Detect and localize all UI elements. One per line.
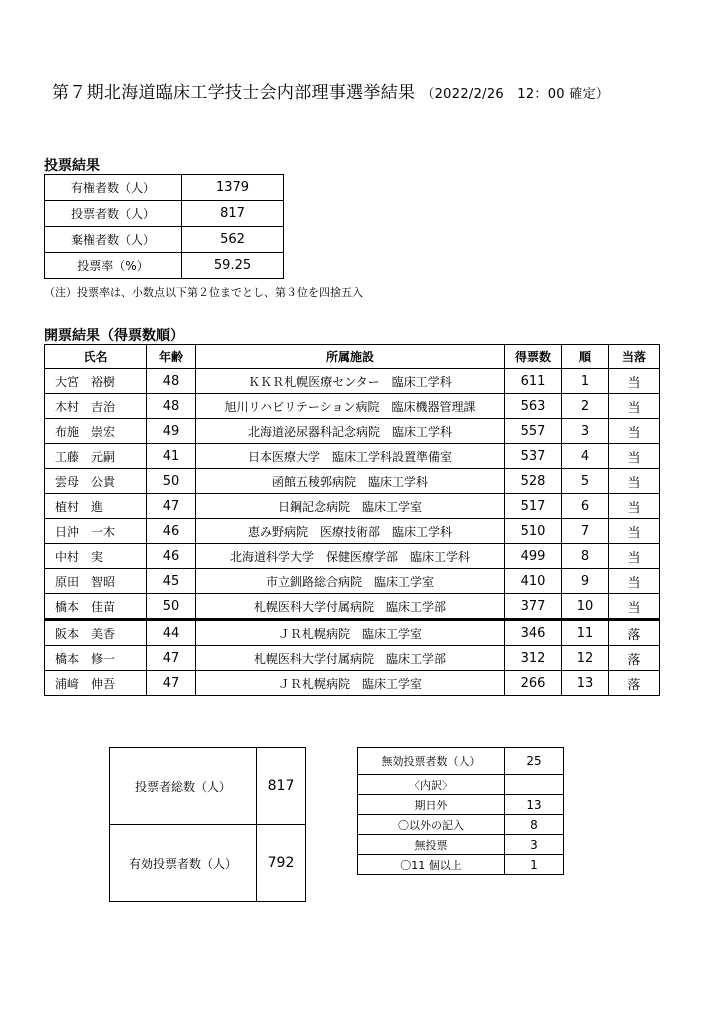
table-row [45,671,660,696]
candidate-result: 落 [609,646,660,671]
candidate-age: 45 [147,569,196,594]
summary-value: 562 [182,227,284,253]
candidate-votes: 517 [505,494,562,519]
header-facility: 所属施設 [196,345,505,369]
invalid-value: 13 [505,795,564,815]
candidate-rank: 5 [562,469,609,494]
candidate-votes: 528 [505,469,562,494]
summary-row [45,253,284,279]
summary-row [45,201,284,227]
table-row [45,646,660,671]
candidate-result: 落 [609,620,660,646]
candidate-rank: 3 [562,419,609,444]
candidate-name: 日沖 一木 [45,519,147,544]
candidate-name: 浦﨑 伸吾 [45,671,147,696]
candidate-facility: 恵み野病院 医療技術部 臨床工学科 [196,519,505,544]
table-row [45,394,660,419]
invalid-value: 1 [505,855,564,875]
candidate-result: 当 [609,569,660,594]
candidate-facility: 市立釧路総合病院 臨床工学室 [196,569,505,594]
totals-table [109,747,306,902]
candidate-result: 当 [609,594,660,620]
summary-label: 有権者数（人） [45,175,182,201]
invalid-value [505,775,564,795]
header-result: 当落 [609,345,660,369]
candidate-facility: 函館五稜郭病院 臨床工学科 [196,469,505,494]
candidate-result: 当 [609,519,660,544]
candidate-name: 原田 智昭 [45,569,147,594]
invalid-label: 〇11 個以上 [358,855,505,875]
candidate-votes: 563 [505,394,562,419]
candidate-votes: 312 [505,646,562,671]
candidate-name: 橋本 修一 [45,646,147,671]
candidate-name: 大宮 裕樹 [45,369,147,394]
candidate-result: 当 [609,544,660,569]
candidate-facility: 北海道科学大学 保健医療学部 臨床工学科 [196,544,505,569]
table-row [45,444,660,469]
candidate-facility: 北海道泌尿器科記念病院 臨床工学科 [196,419,505,444]
candidate-votes: 510 [505,519,562,544]
results-body [45,369,660,696]
candidate-age: 48 [147,394,196,419]
candidate-result: 当 [609,419,660,444]
candidate-rank: 9 [562,569,609,594]
candidate-name: 中村 実 [45,544,147,569]
candidate-facility: 旭川リハビリテーション病院 臨床機器管理課 [196,394,505,419]
candidate-age: 47 [147,494,196,519]
header-name: 氏名 [45,345,147,369]
invalid-row [358,835,564,855]
summary-value: 1379 [182,175,284,201]
invalid-value: 8 [505,815,564,835]
header-rank: 順 [562,345,609,369]
table-row [45,469,660,494]
candidate-name: 布施 崇宏 [45,419,147,444]
invalid-label: 〇以外の記入 [358,815,505,835]
candidate-facility: 札幌医科大学付属病院 臨床工学部 [196,646,505,671]
candidate-name: 植村 進 [45,494,147,519]
candidate-rank: 6 [562,494,609,519]
candidate-facility: 日鋼記念病院 臨床工学室 [196,494,505,519]
candidate-name: 橋本 佳苗 [45,594,147,620]
candidate-votes: 377 [505,594,562,620]
candidate-rank: 10 [562,594,609,620]
page-title [52,78,609,103]
table-row [45,519,660,544]
totals-label: 投票者総数（人） [110,748,257,825]
candidate-age: 48 [147,369,196,394]
header-votes: 得票数 [505,345,562,369]
candidate-rank: 7 [562,519,609,544]
candidate-age: 46 [147,519,196,544]
candidate-name: 木村 吉治 [45,394,147,419]
header-age: 年齢 [147,345,196,369]
table-row [45,620,660,646]
candidate-facility: ＪＲ札幌病院 臨床工学室 [196,620,505,646]
invalid-label: 期日外 [358,795,505,815]
ballot-results-heading: 開票結果（得票数順） [44,328,184,344]
candidate-facility: ＪＲ札幌病院 臨床工学室 [196,671,505,696]
invalid-row [358,815,564,835]
candidate-age: 41 [147,444,196,469]
totals-label: 有効投票者数（人） [110,825,257,902]
table-row [45,494,660,519]
candidate-result: 当 [609,469,660,494]
summary-row [45,227,284,253]
candidate-votes: 499 [505,544,562,569]
invalid-row [358,855,564,875]
candidate-age: 46 [147,544,196,569]
invalid-votes-table [357,747,564,875]
summary-row [45,175,284,201]
invalid-label: 無投票 [358,835,505,855]
candidate-facility: ＫＫＲ札幌医療センター 臨床工学科 [196,369,505,394]
table-row [45,419,660,444]
title-confirmed-time: （2022/2/26 12：00 確定） [421,87,610,102]
candidate-result: 当 [609,369,660,394]
table-row [45,369,660,394]
table-row [45,544,660,569]
invalid-value: 3 [505,835,564,855]
summary-label: 棄権者数（人） [45,227,182,253]
candidate-votes: 346 [505,620,562,646]
totals-value: 817 [257,748,306,825]
summary-label: 投票者数（人） [45,201,182,227]
results-header-row [45,345,660,369]
candidate-name: 工藤 元嗣 [45,444,147,469]
candidate-facility: 札幌医科大学付属病院 臨床工学部 [196,594,505,620]
invalid-label: 〈内訳〉 [358,775,505,795]
candidate-result: 当 [609,444,660,469]
candidate-age: 50 [147,594,196,620]
summary-value: 59.25 [182,253,284,279]
invalid-row [358,748,564,775]
candidate-age: 47 [147,671,196,696]
summary-value: 817 [182,201,284,227]
candidate-votes: 611 [505,369,562,394]
table-row [45,594,660,620]
candidate-votes: 557 [505,419,562,444]
candidate-age: 44 [147,620,196,646]
candidate-result: 当 [609,494,660,519]
candidate-facility: 日本医療大学 臨床工学科設置準備室 [196,444,505,469]
candidate-rank: 12 [562,646,609,671]
summary-label: 投票率（%） [45,253,182,279]
candidate-votes: 537 [505,444,562,469]
candidate-age: 47 [147,646,196,671]
vote-results-heading: 投票結果 [44,158,100,174]
totals-row [110,748,306,825]
candidate-result: 当 [609,394,660,419]
candidate-rank: 1 [562,369,609,394]
candidate-name: 雲母 公貴 [45,469,147,494]
invalid-row [358,795,564,815]
table-row [45,569,660,594]
title-main: 第７期北海道臨床工学技士会内部理事選挙結果 [52,83,416,103]
candidate-age: 49 [147,419,196,444]
turnout-note: （注）投票率は、小数点以下第２位までとし、第３位を四捨五入 [44,286,363,299]
candidate-rank: 8 [562,544,609,569]
invalid-value: 25 [505,748,564,775]
invalid-row [358,775,564,795]
invalid-label: 無効投票者数（人） [358,748,505,775]
candidate-rank: 11 [562,620,609,646]
totals-value: 792 [257,825,306,902]
candidate-rank: 4 [562,444,609,469]
candidate-rank: 2 [562,394,609,419]
totals-row [110,825,306,902]
candidate-rank: 13 [562,671,609,696]
candidate-age: 50 [147,469,196,494]
candidate-name: 阪本 美香 [45,620,147,646]
candidate-result: 落 [609,671,660,696]
candidate-votes: 410 [505,569,562,594]
vote-summary-table [44,174,284,279]
candidate-votes: 266 [505,671,562,696]
ballot-results-table [44,344,660,696]
